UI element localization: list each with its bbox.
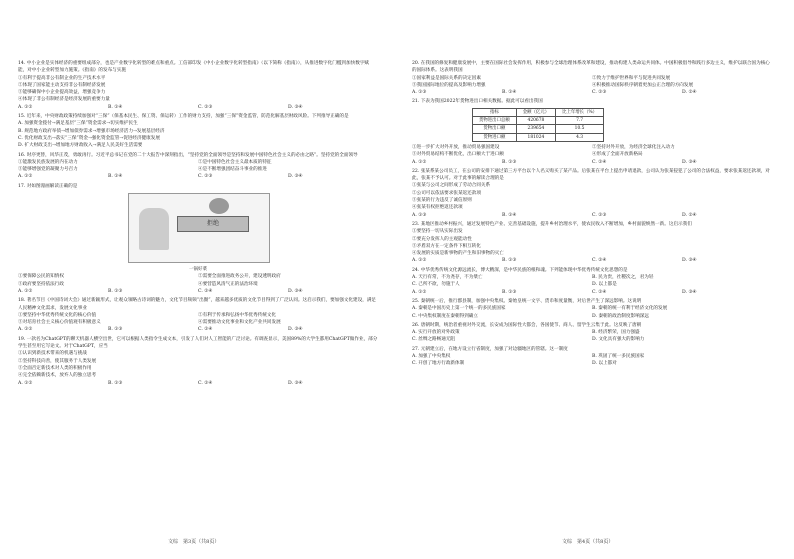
option-c: C. ②③ bbox=[198, 104, 213, 110]
items-grid bbox=[412, 329, 772, 344]
question-stem: 25. 秦朝统一后，推行郡县制，加强中央集权。秦始皇统一文字、货币和度量衡，对后世产生了深远影响。这说明 bbox=[412, 298, 642, 304]
choice-item: ③对培育社会主义核心价值观有积极意义 bbox=[18, 320, 101, 326]
table-cell: 181024 bbox=[516, 133, 555, 141]
choice-item: C. 中央集权制度在秦朝得到确立 bbox=[412, 313, 478, 319]
cartoon-caption: 一锅好菜 bbox=[189, 267, 207, 273]
option-c: C. ②④ bbox=[592, 159, 607, 165]
choice-item: ③能够确保中小企业提高效益，增强竞争力 bbox=[18, 90, 106, 96]
option-b: B. ①④ bbox=[502, 212, 517, 218]
question-25 bbox=[412, 298, 772, 320]
question-16 bbox=[18, 152, 378, 181]
option-b: B. ①④ bbox=[502, 90, 517, 96]
choice-item: B. 巩固了统一多民族国家 bbox=[592, 353, 645, 359]
choice-item: C. 丝绸之路畅通无阻 bbox=[412, 337, 456, 343]
choice-item: ①张某与公司之间形成了劳动合同关系 bbox=[412, 183, 491, 189]
option-c: C. ②③ bbox=[198, 174, 213, 180]
choice-item: C. 优化财政支出→落实“三保”资金→强化资金监管→促进经济健康发展 bbox=[18, 135, 160, 141]
option-c: C. ②③ bbox=[592, 90, 607, 96]
options-row bbox=[412, 89, 772, 96]
option-d: D. ③④ bbox=[288, 380, 303, 386]
options-row bbox=[18, 104, 378, 111]
choice-item: D. 以上都对 bbox=[592, 361, 617, 367]
question-24 bbox=[412, 267, 772, 296]
choice-item: D. 扩大财政支出→增加地方财政收入→满足人民美好生活需要 bbox=[18, 143, 143, 149]
items-grid bbox=[18, 273, 378, 288]
items-grid bbox=[18, 312, 378, 327]
question-stem: 22. 张某系某公司员工，在公司的安排下通过第三方平台以个人名义购买了某产品。后张某在平台上提出申请退款，公司认为张某侵犯了公司的合法权益，要求张某返还款项，对此，张某不予认可。对于此事的解读合理的是 bbox=[412, 168, 770, 182]
cartoon-figure bbox=[139, 208, 169, 250]
table-cell: 239654 bbox=[516, 125, 555, 133]
question-15 bbox=[18, 113, 378, 149]
choice-item: ④体现了非公有制经济是经济发展的重要力量 bbox=[18, 97, 110, 103]
choice-item: D. 以上都是 bbox=[592, 282, 617, 288]
table-cell: 4.3 bbox=[556, 133, 604, 141]
choice-item: B. 经济繁荣，国力强盛 bbox=[592, 330, 640, 336]
choice-item: ①要保障公民的知情权 bbox=[18, 274, 64, 280]
option-c: C. ②④ bbox=[198, 380, 213, 386]
table-cell: 420678 bbox=[516, 117, 555, 125]
table-cell: 货物出口额 bbox=[473, 125, 517, 133]
table-header-cell: 指标 bbox=[473, 108, 517, 116]
choice-item: ②是中国特色社会主义最本质的特征 bbox=[198, 159, 272, 165]
option-a: A. ①② bbox=[412, 258, 427, 264]
choice-item: ④发展的实质是新事物的产生和旧事物的灭亡 bbox=[412, 251, 504, 257]
choice-item: ②坚持科技向善，使其服务于人类发展 bbox=[18, 358, 97, 364]
choice-item: ②致力于维护世界和平与促进共同发展 bbox=[592, 75, 671, 81]
question-stem: 18. 著名节目《中国诗词大会》通过新颖形式，让观众领略古诗词的魅力，文化节目频频“出圈”，越来越多优质的文化节目得到了广泛认同。这启示我们，要加强文化建设，满足人民精神文化需求，发展文化事业 bbox=[18, 298, 377, 311]
question-23 bbox=[412, 221, 772, 265]
table-cell: 10.5 bbox=[556, 125, 604, 133]
choice-item: ④是不断增强团结奋斗事业的推进 bbox=[198, 167, 267, 173]
cartoon-sign: 拒绝 bbox=[177, 216, 249, 232]
question-stem: 24. 中华优秀传统文化源远流长，博大精深，是中华民族的根和魂。下列能体现中华优秀传统文化思想的是 bbox=[412, 267, 628, 273]
options-row bbox=[412, 257, 772, 264]
question-stem: 20. 在我国的修复和健康发展中，主要在国际社会发挥作用，积极参与全球治理体系改革和建设，推动构建人类命运共同体。中国积极倡导和践行多边主义，维护以联合国为核心的国际体系。这表明我国 bbox=[412, 61, 770, 74]
option-a: A. ①③ bbox=[412, 90, 427, 96]
choice-item: ④张某有权拒绝返还款项 bbox=[412, 205, 463, 211]
option-a: A. ①② bbox=[412, 289, 427, 295]
question-21 bbox=[412, 98, 772, 165]
choice-item: B. 规范地方政府举债→增加债券需求→增强市场经济活力→发展基层经济 bbox=[18, 128, 165, 134]
choice-item: ①进一步扩大对外开放，推动贸易强国建设 bbox=[412, 144, 500, 150]
choice-item: ②需要全面推进政务公开，建设透明政府 bbox=[198, 274, 281, 280]
question-20 bbox=[412, 60, 772, 96]
choice-item: ③全面否定新技术对人类的积极作用 bbox=[18, 365, 92, 371]
choice-item: ③能够增强党的凝聚力号召力 bbox=[18, 167, 78, 173]
right-column bbox=[412, 60, 772, 370]
choice-item: ②坚持对外开放，为经济全球化注入动力 bbox=[592, 144, 675, 150]
table-header-row bbox=[473, 108, 604, 116]
question-stem: 16. 时序更替，风华正茂，勇敢再行。习近平总书记在党的二十大报告中深刻指出，“坚持党的全面领导是坚持和发展中国特色社会主义的必由之路”。坚持党的全面领导 bbox=[18, 152, 358, 158]
question-stem: 15. 近年来，中央财政政策持续加强对“三保”（保基本民生、保工资、保运转）工作的财力支持，加强“三保”资金监管，防范化解基层财政风险。下列推导正确的是 bbox=[18, 114, 349, 120]
items-grid bbox=[412, 353, 772, 368]
option-c: C. ②④ bbox=[198, 327, 213, 333]
choice-item: A. 秦朝是中国历史上第一个统一的多民族国家 bbox=[412, 306, 506, 312]
choice-item: ④积极推动国际秩序朝着更加公正合理的方向发展 bbox=[592, 82, 694, 88]
question-stem: 14. 中小企业是实体经济的重要组成部分，也是产业数字化转型的难点和重点。工信部印发《中小企业数字化转型指南》（以下简称《指南》），从推进数字化门槛到加快数字赋能，对中小企业转型加力施策。《指南》的发布与实施 bbox=[18, 61, 369, 74]
option-b: B. ①④ bbox=[108, 174, 123, 180]
choice-item: A. 天行有常，不为尧存，不为桀亡 bbox=[412, 275, 483, 281]
cartoon-ball bbox=[209, 198, 229, 214]
choice-item: ①认识到新技术带来的机遇与挑战 bbox=[18, 351, 87, 357]
option-d: D. ③④ bbox=[288, 104, 303, 110]
options-row bbox=[18, 380, 378, 387]
question-27 bbox=[412, 346, 772, 368]
option-c: C. ②③ bbox=[592, 212, 607, 218]
option-d: D. ③④ bbox=[288, 288, 303, 294]
choice-item: ①要坚持一切从实际出发 bbox=[412, 229, 463, 235]
option-a: A. ①③ bbox=[412, 212, 427, 218]
option-a: A. ①② bbox=[18, 174, 33, 180]
items-grid bbox=[412, 305, 772, 320]
choice-item: A. 实行开放的对外政策 bbox=[412, 330, 460, 336]
option-b: B. ①③ bbox=[502, 289, 517, 295]
option-a: A. ①② bbox=[18, 327, 33, 333]
choice-item: ③我国国际地位的提高及影响力增强 bbox=[412, 82, 486, 88]
option-b: B. ①③ bbox=[108, 380, 123, 386]
choice-item: ①能激发民族发展的内在动力 bbox=[18, 159, 78, 165]
options-row bbox=[412, 212, 772, 219]
page-footer-right: 文综 第4页（共8页） bbox=[562, 539, 614, 545]
question-17 bbox=[18, 183, 378, 295]
choice-item: A. 加强资金拨付→满足基层“三保”资金需求→切实维护民生 bbox=[18, 121, 138, 127]
choice-item: ④完全依赖新技术，放弃人的独立思考 bbox=[18, 373, 97, 379]
choice-item: ①要坚持中华优秀传统文化的核心价值 bbox=[18, 312, 97, 318]
table-cell: 货物进出口总额 bbox=[473, 117, 517, 125]
option-b: B. ①③ bbox=[502, 159, 517, 165]
question-stem: 27. 元朝建立后，在地方设立行省制度，加强了对边疆地区的管辖。这一制度 bbox=[412, 346, 568, 352]
choice-item: ③对外贸易结构不断优化，出口额大于进口额 bbox=[412, 152, 504, 158]
options-row bbox=[18, 173, 378, 180]
question-19 bbox=[18, 336, 378, 387]
choice-item: D. 秦朝的政治制度影响深远 bbox=[592, 313, 649, 319]
option-d: D. ②④ bbox=[682, 90, 697, 96]
trade-data-table bbox=[472, 108, 604, 142]
table-header-cell: 金额（亿元） bbox=[516, 108, 555, 116]
choice-item: A. 加强了中央集权 bbox=[412, 353, 451, 359]
option-d: D. ③④ bbox=[288, 174, 303, 180]
question-stem: 17. 对如图漫画解读正确的是 bbox=[18, 183, 78, 189]
option-a: A. ①② bbox=[18, 288, 33, 294]
items-grid bbox=[412, 75, 772, 90]
table-row bbox=[473, 133, 604, 141]
choice-item: B. 民为贵，社稷次之，君为轻 bbox=[592, 275, 654, 281]
table-row bbox=[473, 117, 604, 125]
left-column bbox=[18, 60, 378, 389]
option-c: C. ②④ bbox=[198, 288, 213, 294]
option-c: C. ②④ bbox=[592, 289, 607, 295]
options-row bbox=[412, 289, 772, 296]
choice-item: D. 文化具有强大的影响力 bbox=[592, 337, 645, 343]
option-a: A. ①② bbox=[18, 380, 33, 386]
option-a: A. ①② bbox=[412, 159, 427, 165]
choice-item: ③政府要坚持依法行政 bbox=[18, 281, 64, 287]
choice-item: ③矛盾双方在一定条件下相互转化 bbox=[412, 243, 481, 249]
choice-item: ④形成了全面开放新格局 bbox=[592, 152, 643, 158]
page-footer-left: 文综 第3页（共8页） bbox=[168, 539, 220, 545]
cartoon-image bbox=[128, 193, 270, 263]
question-stem: 26. 唐朝时期，统治者重视对外交流，长安成为国际性大都会，各国使节、商人、留学生云集于此。这反映了唐朝 bbox=[412, 322, 642, 328]
option-a: A. ①② bbox=[18, 104, 33, 110]
choice-item: ②有利于传承和弘扬中华优秀传统文化 bbox=[198, 312, 277, 318]
choice-item: ④需要推动文化事业和文化产业共同发展 bbox=[198, 320, 281, 326]
table-header-cell: 比上年增长（%） bbox=[556, 108, 604, 116]
option-d: D. ③④ bbox=[682, 258, 697, 264]
choice-item: B. 秦朝的统一有利于经济文化的发展 bbox=[592, 306, 668, 312]
option-d: D. ③④ bbox=[682, 159, 697, 165]
table-cell: 货物进口额 bbox=[473, 133, 517, 141]
choice-item: ①国家利益是国际关系的决定因素 bbox=[412, 75, 481, 81]
question-14 bbox=[18, 60, 378, 111]
choice-item: ③张某的行为违反了诚信原则 bbox=[412, 198, 472, 204]
choice-item: ①有利于提高非公有制企业的生产技术水平 bbox=[18, 75, 106, 81]
question-18 bbox=[18, 297, 378, 333]
choice-item: C. 开创了地方行政新体制 bbox=[412, 361, 465, 367]
options-row bbox=[18, 326, 378, 333]
option-d: D. ③④ bbox=[288, 327, 303, 333]
choice-item: ②公司可以依法要求张某返还款项 bbox=[412, 190, 481, 196]
table-row bbox=[473, 125, 604, 133]
choice-item: ④要营造风清气正的法治环境 bbox=[198, 281, 258, 287]
option-c: C. ②④ bbox=[592, 258, 607, 264]
question-26 bbox=[412, 322, 772, 344]
option-d: D. ②④ bbox=[682, 212, 697, 218]
question-22 bbox=[412, 168, 772, 219]
option-d: D. ③④ bbox=[682, 289, 697, 295]
choice-item: ②体现了国家能主动支持非公有制经济发展 bbox=[18, 82, 106, 88]
items-grid bbox=[412, 274, 772, 289]
choice-item: ②要充分发挥人的主观能动性 bbox=[412, 236, 472, 242]
question-stem: 23. 某地区推动乡村振兴，通过发展特色产业、完善基础设施，提升乡村治理水平，使农民收入不断增加，乡村面貌焕然一新。这启示我们 bbox=[412, 221, 692, 227]
options-row bbox=[412, 159, 772, 166]
option-b: B. ①③ bbox=[108, 288, 123, 294]
option-b: B. ①③ bbox=[502, 258, 517, 264]
items-grid bbox=[18, 159, 378, 174]
choice-item: C. 己所不欲，勿施于人 bbox=[412, 282, 460, 288]
option-b: B. ①④ bbox=[108, 104, 123, 110]
question-stem: 21. 下表为我国2022年货物进出口相关数据。据此可以看出我国 bbox=[412, 99, 543, 105]
question-stem: 19. 一款名为ChatGPT的聊天机器人横空出世，它可以根据人类指令生成文本，引发了人们对人工智能的广泛讨论。有调查显示，美国89%的大学生都用ChatGPT做作业，部分学生甚至用它写论文。对于ChatGPT，应当 bbox=[18, 336, 378, 350]
options-row bbox=[18, 288, 378, 295]
option-b: B. ①③ bbox=[108, 327, 123, 333]
items-grid bbox=[412, 144, 772, 159]
table-cell: 7.7 bbox=[556, 117, 604, 125]
